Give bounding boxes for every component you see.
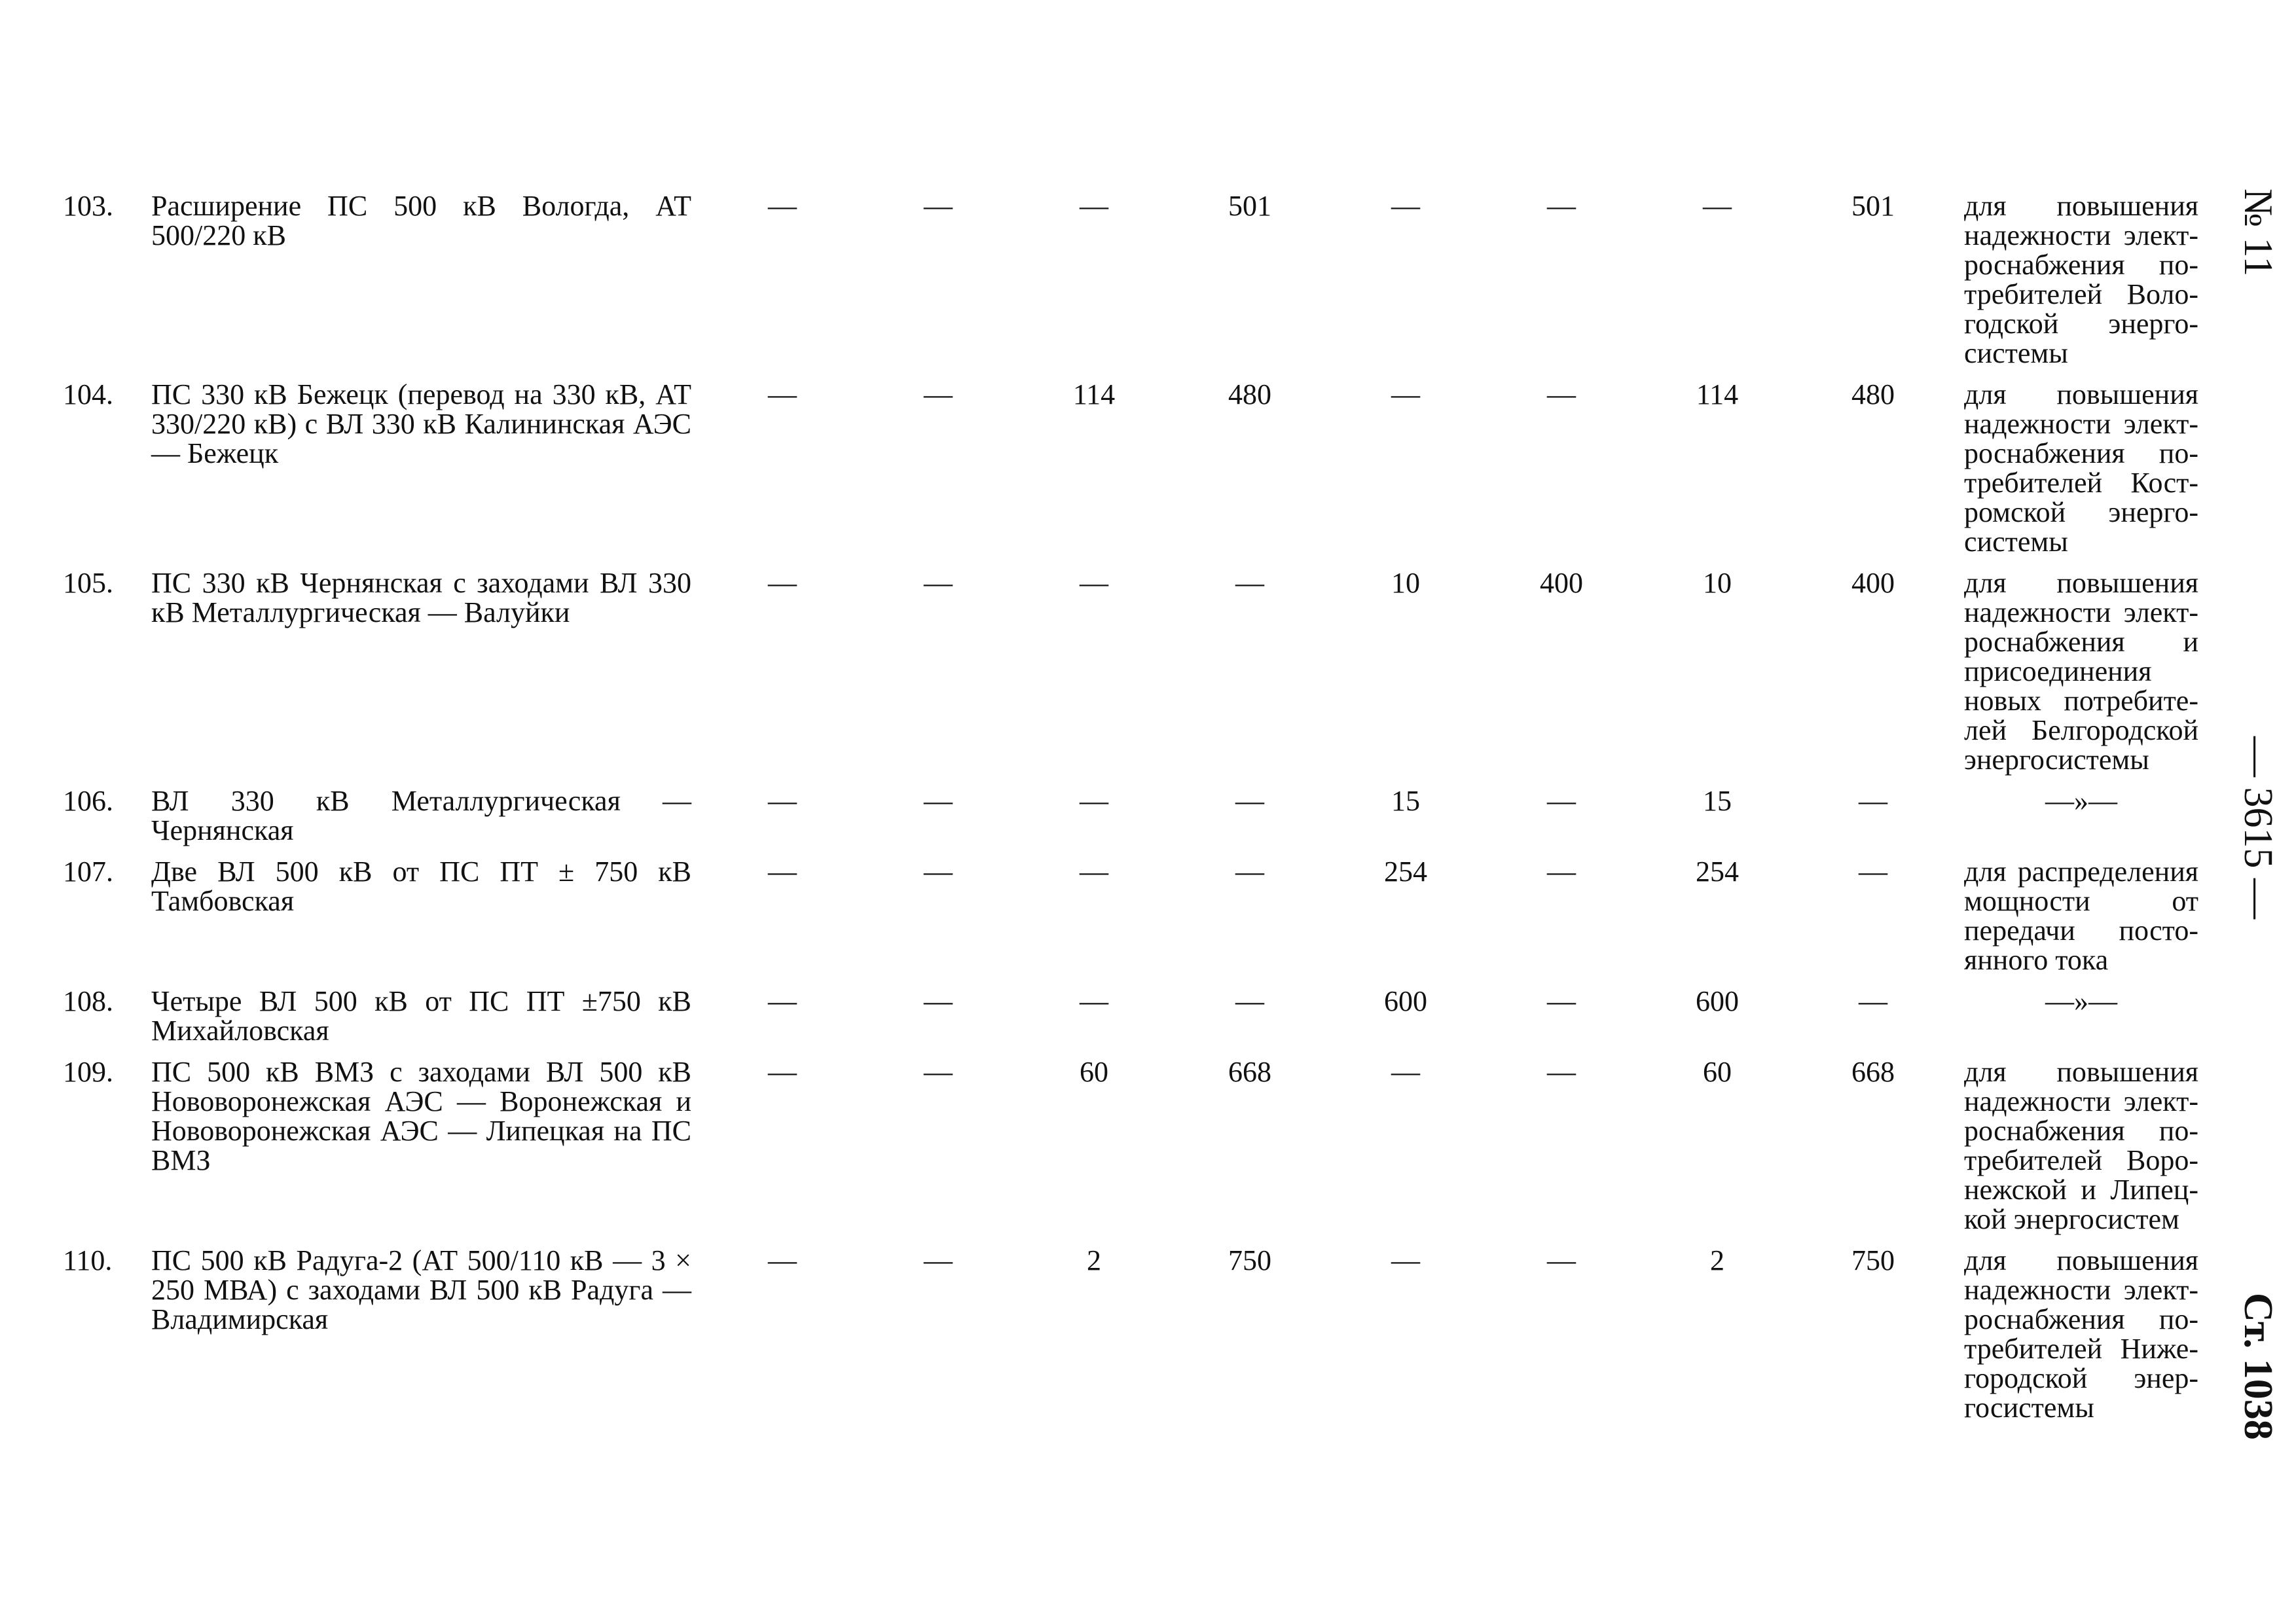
value-cell: — xyxy=(924,1244,953,1276)
value-cell: 10 xyxy=(1391,567,1420,599)
value-cell: — xyxy=(1235,856,1264,888)
table-row xyxy=(63,191,2198,380)
value-cell: 600 xyxy=(1696,985,1739,1017)
value-cell: 254 xyxy=(1696,856,1739,888)
value-cell: — xyxy=(924,190,953,222)
value-cell: 480 xyxy=(1851,378,1895,410)
value-cell: — xyxy=(1235,985,1264,1017)
row-purpose-note: для повышения надежности электроснабжения потребителей Нижегородской энергосистемы xyxy=(1964,1244,2198,1424)
value-cell: 254 xyxy=(1384,856,1427,888)
value-cell: 600 xyxy=(1384,985,1427,1017)
table-row xyxy=(63,986,2198,1057)
row-number: 110. xyxy=(63,1244,113,1276)
value-cell: — xyxy=(768,1244,797,1276)
value-cell: — xyxy=(924,378,953,410)
value-cell: 668 xyxy=(1228,1056,1271,1088)
value-cell: — xyxy=(1547,378,1576,410)
row-purpose-note: —»— xyxy=(2045,985,2117,1017)
value-cell: 501 xyxy=(1228,190,1271,222)
value-cell: 10 xyxy=(1703,567,1732,599)
value-cell: 501 xyxy=(1851,190,1895,222)
value-cell: — xyxy=(924,1056,953,1088)
value-cell: 400 xyxy=(1851,567,1895,599)
row-object-name: Четыре ВЛ 500 кВ от ПС ПТ ±750 кВ Михайловская xyxy=(151,985,691,1047)
value-cell: — xyxy=(924,856,953,888)
value-cell: — xyxy=(768,856,797,888)
table-row xyxy=(63,1246,2198,1434)
value-cell: — xyxy=(1080,190,1108,222)
value-cell: 480 xyxy=(1228,378,1271,410)
value-cell: — xyxy=(768,785,797,817)
value-cell: 668 xyxy=(1851,1056,1895,1088)
row-number: 108. xyxy=(63,985,113,1017)
row-purpose-note: для повышения надежности электроснабжения потребителей Костромской энергосистемы xyxy=(1964,378,2198,558)
row-number: 106. xyxy=(63,785,113,817)
value-cell: — xyxy=(1859,785,1887,817)
row-object-name: ПС 500 кВ Радуга-2 (АТ 500/110 кВ — 3 × 250 МВА) с заходами ВЛ 500 кВ Радуга — Владимирская xyxy=(151,1244,691,1335)
value-cell: 15 xyxy=(1703,785,1732,817)
row-purpose-note: —»— xyxy=(2045,785,2117,817)
value-cell: — xyxy=(1235,785,1264,817)
value-cell: — xyxy=(1391,378,1420,410)
value-cell: — xyxy=(1547,1056,1576,1088)
value-cell: — xyxy=(1235,567,1264,599)
page-number: — 3615 — xyxy=(2236,736,2280,919)
value-cell: — xyxy=(1391,190,1420,222)
value-cell: 2 xyxy=(1087,1244,1101,1276)
row-number: 107. xyxy=(63,856,113,888)
value-cell: 750 xyxy=(1228,1244,1271,1276)
value-cell: — xyxy=(768,190,797,222)
value-cell: — xyxy=(1080,856,1108,888)
row-number: 103. xyxy=(63,190,113,222)
row-purpose-note: для повышения надежности электроснабжения и присоединения новых потребителей Белгородской энергосистемы xyxy=(1964,567,2198,776)
value-cell: 2 xyxy=(1710,1244,1724,1276)
value-cell: — xyxy=(1547,785,1576,817)
table-row xyxy=(63,857,2198,986)
value-cell: — xyxy=(1080,985,1108,1017)
value-cell: — xyxy=(1859,856,1887,888)
value-cell: 15 xyxy=(1391,785,1420,817)
value-cell: — xyxy=(924,985,953,1017)
row-number: 109. xyxy=(63,1056,113,1088)
row-purpose-note: для повышения надежности электроснабжения потребителей Вологодской энергосистемы xyxy=(1964,190,2198,369)
value-cell: — xyxy=(1391,1244,1420,1276)
value-cell: 60 xyxy=(1703,1056,1732,1088)
value-cell: — xyxy=(924,567,953,599)
row-purpose-note: для повышения надежности электроснабжения потребителей Воронежской и Липецкой энергосистем xyxy=(1964,1056,2198,1235)
row-object-name: ПС 330 кВ Бежецк (перевод на 330 кВ, АТ 330/220 кВ) с ВЛ 330 кВ Калининская АЭС — Бежецк xyxy=(151,378,691,469)
value-cell: 114 xyxy=(1696,378,1739,410)
table-row xyxy=(63,1057,2198,1246)
row-number: 105. xyxy=(63,567,113,599)
value-cell: — xyxy=(1547,1244,1576,1276)
value-cell: — xyxy=(768,378,797,410)
value-cell: — xyxy=(768,567,797,599)
row-object-name: Расширение ПС 500 кВ Вологда, АТ 500/220 кВ xyxy=(151,190,691,251)
value-cell: — xyxy=(1080,567,1108,599)
row-object-name: Две ВЛ 500 кВ от ПС ПТ ± 750 кВ Тамбовская xyxy=(151,856,691,917)
value-cell: 400 xyxy=(1540,567,1583,599)
value-cell: — xyxy=(768,985,797,1017)
value-cell: — xyxy=(1859,985,1887,1017)
row-purpose-note: для распределения мощности от передачи постоянного тока xyxy=(1964,856,2198,976)
value-cell: — xyxy=(1080,785,1108,817)
value-cell: 60 xyxy=(1080,1056,1108,1088)
value-cell: — xyxy=(924,785,953,817)
value-cell: 750 xyxy=(1851,1244,1895,1276)
table-row xyxy=(63,380,2198,568)
row-number: 104. xyxy=(63,378,113,410)
table-row xyxy=(63,568,2198,786)
investment-table xyxy=(63,191,2198,1434)
row-object-name: ПС 500 кВ ВМЗ с заходами ВЛ 500 кВ Нововоронежская АЭС — Воронежская и Нововоронежская АЭС — Липецкая на ПС ВМЗ xyxy=(151,1056,691,1176)
table-row xyxy=(63,786,2198,857)
row-object-name: ВЛ 330 кВ Металлургическая — Чернянская xyxy=(151,785,691,846)
value-cell: — xyxy=(1547,856,1576,888)
value-cell: — xyxy=(768,1056,797,1088)
row-object-name: ПС 330 кВ Чернянская с заходами ВЛ 330 кВ Металлургическая — Валуйки xyxy=(151,567,691,628)
issue-number: № 11 xyxy=(2236,189,2280,277)
value-cell: — xyxy=(1703,190,1732,222)
value-cell: — xyxy=(1547,985,1576,1017)
value-cell: — xyxy=(1547,190,1576,222)
article-number: Ст. 1038 xyxy=(2236,1293,2280,1440)
value-cell: 114 xyxy=(1072,378,1116,410)
value-cell: — xyxy=(1391,1056,1420,1088)
